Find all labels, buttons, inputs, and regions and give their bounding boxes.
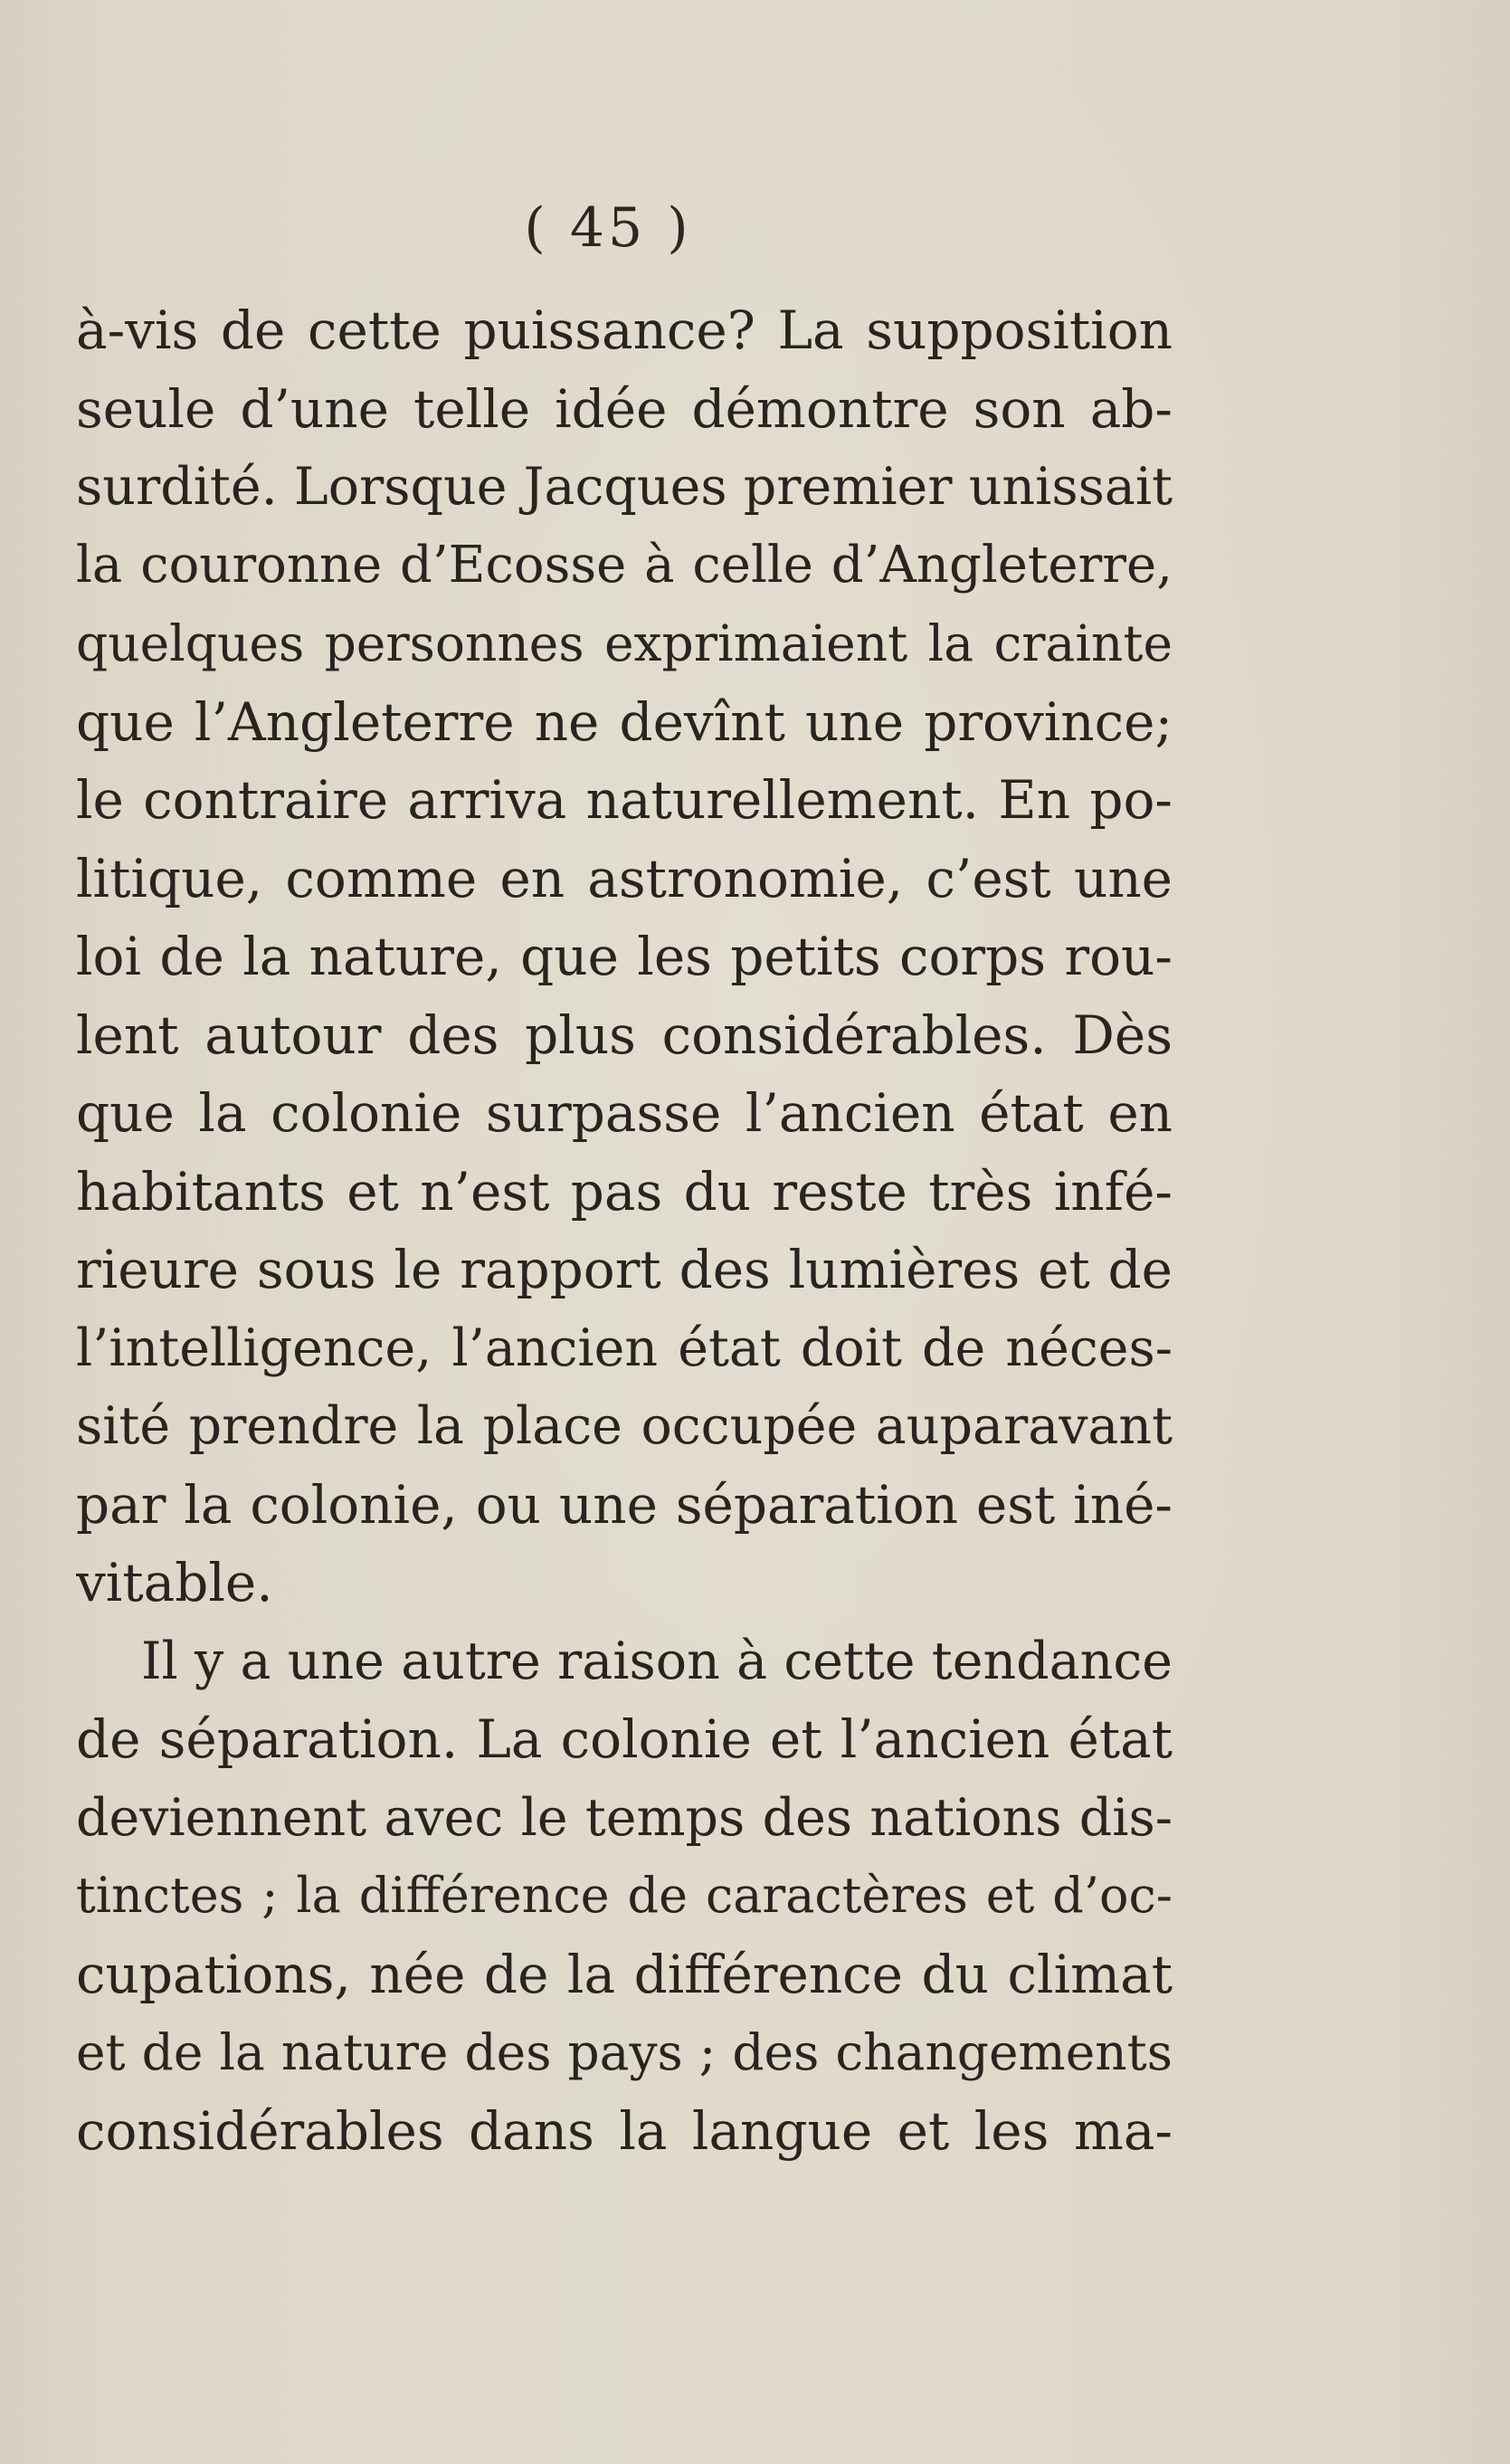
text-line: à-vis de cette puissance? La supposition (76, 300, 1173, 361)
text-line: vitable. (76, 1552, 273, 1613)
text-line: seule d’une telle idée démontre son ab- (76, 377, 1173, 440)
text-line: cupations, née de la différence du climat (76, 1943, 1173, 2005)
text-line: litique, comme en astronomie, c’est une (76, 847, 1173, 909)
page-number: ( 45 ) (524, 196, 692, 260)
text-line: et de la nature des pays ; des changements (76, 2023, 1173, 2081)
paragraph-1 (76, 291, 1173, 1622)
text-line: par la colonie, ou une séparation est iné- (76, 1473, 1173, 1536)
text-line: que la colonie surpasse l’ancien état en (76, 1082, 1173, 1144)
paragraph-2 (76, 1622, 1173, 2171)
text-line: rieure sous le rapport des lumières et de (76, 1239, 1173, 1300)
text-line: quelques personnes exprimaient la crainte (76, 614, 1173, 672)
text-line: l’intelligence, l’ancien état doit de néces- (76, 1318, 1173, 1378)
text-line: la couronne d’Ecosse à celle d’Angleterre, (76, 535, 1173, 595)
text-line: que l’Angleterre ne devînt une province; (76, 690, 1173, 753)
text-line: habitants et n’est pas du reste très infé- (76, 1160, 1173, 1222)
text-line: sité prendre la place occupée auparavant (76, 1396, 1173, 1456)
text-line: tinctes ; la différence de caractères et d’oc- (76, 1867, 1173, 1924)
text-line: considérables dans la langue et les ma- (76, 2099, 1173, 2162)
text-line: loi de la nature, que les petits corps rou- (76, 926, 1173, 987)
text-line: le contraire arriva naturellement. En po- (76, 769, 1173, 831)
text-line: Il y a une autre raison à cette tendance (141, 1631, 1173, 1691)
text-line: surdité. Lorsque Jacques premier unissait (76, 457, 1173, 517)
text-line: lent autour des plus considérables. Dès (76, 1004, 1173, 1066)
text-line: deviennent avec le temps des nations dis- (76, 1787, 1173, 1848)
body-text (76, 291, 1173, 2170)
text-line: de séparation. La colonie et l’ancien état (76, 1708, 1173, 1770)
